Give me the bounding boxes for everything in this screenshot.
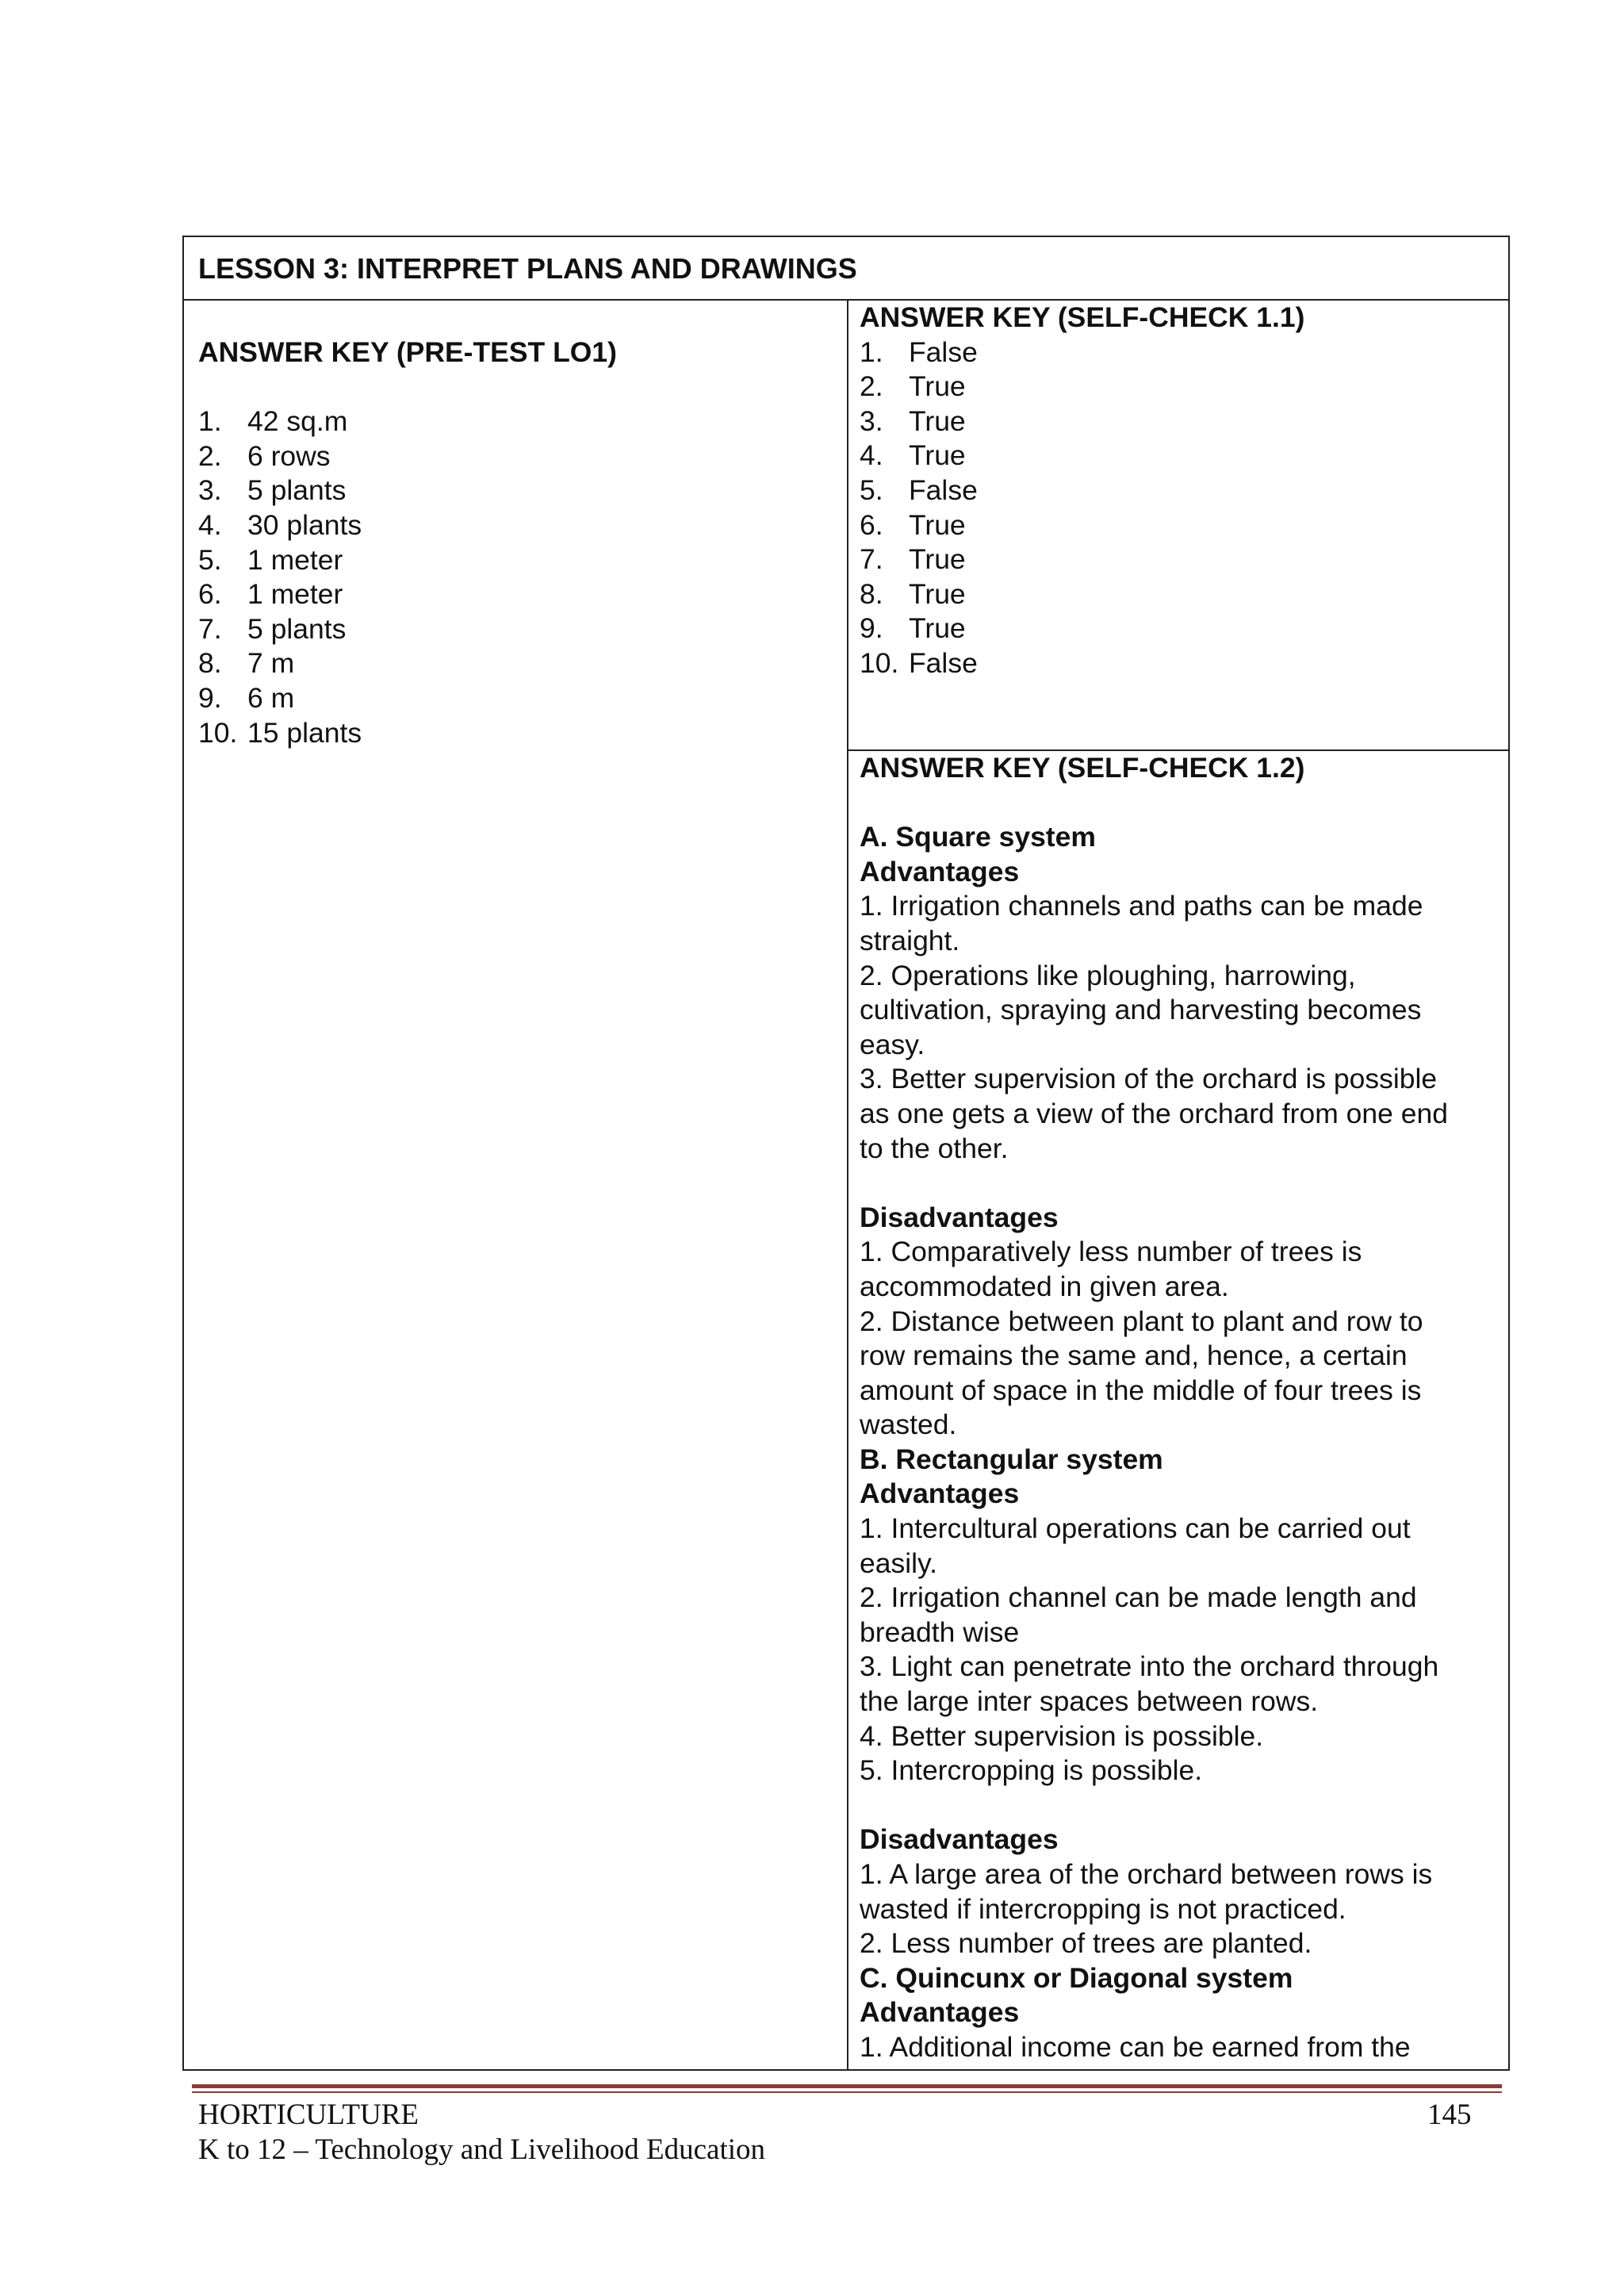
footer-rule [192,2084,1502,2088]
answer-item [198,439,833,474]
answer-item [198,543,833,578]
selfcheck-1-2-heading: ANSWER KEY (SELF-CHECK 1.2) [860,752,1305,784]
list-item [860,1719,1500,1754]
rectangular-system-title: B. Rectangular system [860,1443,1163,1475]
answer-item [860,370,1494,404]
answer-text: False [909,335,978,368]
square-advantages-list [860,889,1500,1166]
answer-text: 15 plants [247,716,362,749]
selfcheck-1-1-heading: ANSWER KEY (SELF-CHECK 1.1) [860,301,1305,333]
answer-number: 7. [860,543,883,576]
list-item-line: 1. A large area of the orchard between rows is [860,1858,1433,1890]
selfcheck-1-2-cell [860,751,1500,2065]
answer-text: 30 plants [247,508,362,541]
list-item-line: 3. Better supervision of the orchard is possible [860,1063,1438,1095]
answer-number: 3. [860,404,883,437]
answer-item [860,335,1494,370]
answer-text: 6 rows [247,439,331,472]
list-item-line: 5. Intercropping is possible. [860,1754,1203,1787]
list-item [860,1581,1500,1650]
square-system-title: A. Square system [860,821,1096,853]
answer-item [860,646,1494,681]
selfcheck-1-1-answer-list [860,335,1494,681]
answer-item [198,681,833,716]
list-item [860,1512,1500,1581]
list-item-line: 1. Additional income can be earned from the [860,2030,1411,2063]
answer-item [860,611,1494,646]
footer-rule-thin [192,2091,1502,2093]
answer-number: 5. [198,543,222,576]
column-divider [847,301,848,2069]
answer-item [860,508,1494,543]
list-item-line: 2. Irrigation channel can be made length and [860,1581,1417,1614]
quincunx-advantages-label: Advantages [860,1996,1020,2029]
list-item [860,959,1500,1063]
lesson-title-row [184,237,1508,301]
list-item [860,1305,1500,1443]
pretest-answer-list [198,404,833,750]
answer-number: 10. [860,646,899,679]
answer-number: 6. [198,578,222,611]
list-item-line: to the other. [860,1132,1009,1164]
selfcheck-1-1-cell [860,301,1494,681]
list-item-line: 3. Light can penetrate into the orchard through [860,1650,1439,1683]
answer-text: 1 meter [247,543,343,576]
list-item [860,889,1500,958]
answer-item [860,542,1494,577]
answer-text: 6 m [247,681,295,714]
answer-number: 2. [198,439,222,472]
answer-item [198,508,833,543]
list-item-line: the large inter spaces between rows. [860,1685,1319,1718]
answer-number: 9. [198,681,222,714]
pretest-cell [198,335,833,750]
rectangular-disadvantages-list [860,1857,1500,1961]
list-item-line: 2. Less number of trees are planted. [860,1927,1312,1960]
answer-number: 1. [860,335,883,368]
answer-number: 9. [860,612,883,645]
answer-number: 7. [198,612,222,645]
list-item [860,1650,1500,1719]
answer-text: True [909,508,966,541]
list-item [860,1235,1500,1304]
answer-number: 4. [860,439,883,472]
list-item [860,2030,1500,2065]
answer-text: 5 plants [247,612,347,645]
answer-number: 6. [860,508,883,541]
answer-text: 42 sq.m [247,405,348,438]
square-advantages-label: Advantages [860,855,1020,887]
list-item-line: breadth wise [860,1616,1020,1648]
page-number: 145 [1427,2099,1472,2131]
list-item-line: as one gets a view of the orchard from one end [860,1097,1448,1129]
quincunx-advantages-list [860,2030,1500,2065]
rectangular-advantages-label: Advantages [860,1478,1020,1510]
answer-text: True [909,370,966,403]
answer-text: 7 m [247,647,295,680]
answer-item [860,404,1494,439]
list-item-line: cultivation, spraying and harvesting becomes [860,994,1422,1026]
list-item-line: 2. Distance between plant to plant and row to [860,1305,1423,1337]
list-item [860,1754,1500,1788]
answer-item [198,646,833,681]
answer-text: True [909,404,966,437]
list-item [860,1062,1500,1166]
list-item [860,1926,1500,1961]
list-item-line: accommodated in given area. [860,1270,1229,1302]
answer-number: 3. [198,474,222,507]
answer-item [198,473,833,508]
answer-text: True [909,612,966,645]
answer-item [198,612,833,647]
list-item-line: row remains the same and, hence, a certain [860,1340,1408,1372]
list-item-line: amount of space in the middle of four trees is [860,1374,1422,1406]
answer-number: 8. [198,647,222,680]
answer-text: 5 plants [247,474,347,507]
list-item-line: wasted. [860,1409,957,1441]
lesson-title: LESSON 3: INTERPRET PLANS AND DRAWINGS [198,252,857,285]
answer-number: 1. [198,405,222,438]
list-item-line: wasted if intercropping is not practiced. [860,1892,1346,1925]
list-item-line: 1. Comparatively less number of trees is [860,1236,1362,1268]
footer-subject: HORTICULTURE [198,2099,419,2131]
list-item-line: 2. Operations like ploughing, harrowing, [860,959,1356,991]
answer-text: False [909,646,978,679]
list-item-line: 1. Intercultural operations can be carried out [860,1512,1411,1545]
answer-text: True [909,439,966,472]
list-item-line: easily. [860,1547,937,1579]
answer-item [860,577,1494,612]
list-item-line: straight. [860,924,960,956]
answer-number: 4. [198,508,222,541]
footer-program: K to 12 – Technology and Livelihood Education [198,2133,766,2166]
square-disadvantages-list [860,1235,1500,1443]
answer-item [198,577,833,612]
list-item-line: easy. [860,1028,925,1060]
answer-item [860,473,1494,508]
answer-number: 2. [860,370,883,403]
answer-text: False [909,473,978,506]
square-disadvantages-label: Disadvantages [860,1201,1059,1233]
answer-text: True [909,543,966,576]
pretest-heading: ANSWER KEY (PRE-TEST LO1) [198,336,617,368]
answer-item [198,404,833,439]
list-item-line: 4. Better supervision is possible. [860,1719,1264,1752]
answer-text: 1 meter [247,578,343,611]
answer-item [860,439,1494,473]
answer-number: 5. [860,473,883,506]
answer-key-table [182,236,1510,2071]
answer-number: 8. [860,577,883,610]
list-item [860,1857,1500,1926]
quincunx-system-title: C. Quincunx or Diagonal system [860,1961,1293,1994]
answer-number: 10. [198,716,238,749]
answer-text: True [909,577,966,610]
answer-item [198,716,833,751]
list-item-line: 1. Irrigation channels and paths can be made [860,890,1423,922]
rectangular-disadvantages-label: Disadvantages [860,1823,1059,1856]
rectangular-advantages-list [860,1512,1500,1788]
